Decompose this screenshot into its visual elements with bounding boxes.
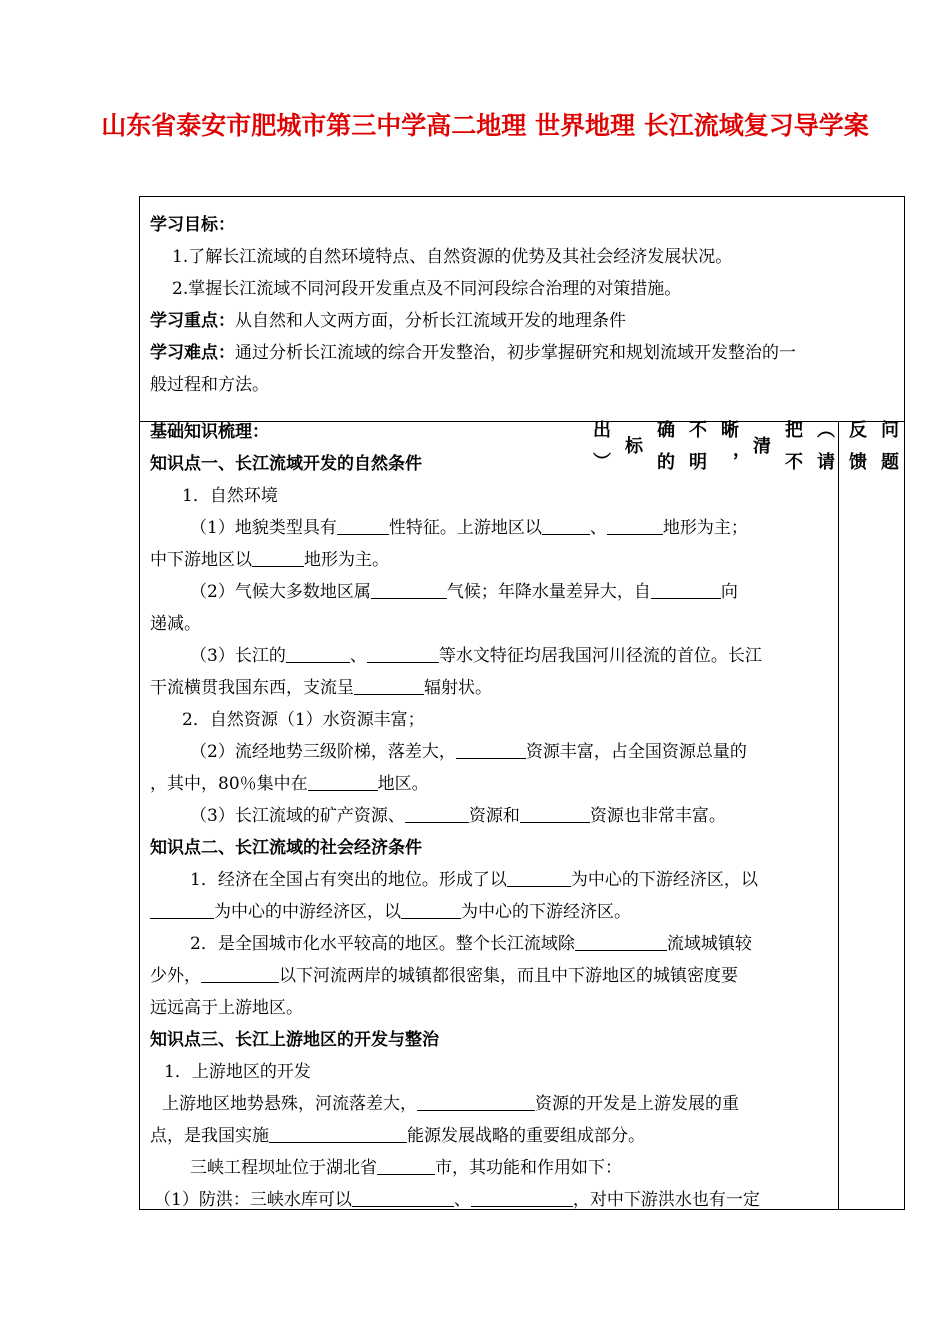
fill-blank xyxy=(607,514,663,535)
page-title: 山东省泰安市肥城市第三中学高二地理 世界地理 长江流域复习导学案 xyxy=(101,111,869,140)
fill-blank xyxy=(542,514,590,535)
text: 性特征。上游地区以 xyxy=(388,518,542,538)
text: 资源的开发是上游发展的重 xyxy=(535,1094,739,1114)
text: 、 xyxy=(589,518,607,538)
text: 干流横贯我国东西，支流呈 xyxy=(150,678,354,698)
text: 辐射状。 xyxy=(424,678,492,698)
hydropower-line-2 xyxy=(150,768,830,800)
fill-blank xyxy=(252,546,304,567)
landform-line xyxy=(150,512,830,544)
difficulty-line-2: 般过程和方法。 xyxy=(150,375,269,395)
focus-line xyxy=(150,305,896,337)
text: 三峡工程坝址位于湖北省 xyxy=(190,1158,377,1178)
fill-blank xyxy=(352,1186,454,1207)
objectives-heading: 学习目标： xyxy=(150,215,235,235)
text: （3）长江的 xyxy=(190,646,286,666)
climate-line xyxy=(150,576,830,608)
fill-blank xyxy=(201,962,279,983)
hydrology-line xyxy=(150,640,830,672)
upstream-heading: 1．上游地区的开发 xyxy=(164,1062,311,1082)
text: ，其中，80％集中在 xyxy=(150,774,308,794)
objective-1: 1.了解长江流域的自然环境特点、自然资源的优势及其社会经济发展状况。 xyxy=(172,247,733,267)
hydropower-line xyxy=(150,736,830,768)
economy-line-2 xyxy=(150,896,830,928)
fill-blank xyxy=(367,642,439,663)
text: 能源发展战略的重要组成部分。 xyxy=(407,1126,645,1146)
text: 、 xyxy=(349,646,367,666)
fill-blank xyxy=(575,930,667,951)
text: （3）长江流域的矿产资源、 xyxy=(190,806,405,826)
text: 为中心的下游经济区，以 xyxy=(570,870,758,890)
flood-control-line xyxy=(150,1184,830,1216)
text: （1）地貌类型具有 xyxy=(190,518,337,538)
fill-blank xyxy=(286,642,350,663)
fill-blank xyxy=(269,1122,407,1143)
knowledge-heading: 基础知识梳理： xyxy=(150,422,269,442)
text: 2．是全国城市化水平较高的地区。整个长江流域除 xyxy=(190,934,575,954)
text: （2）气候大多数地区属 xyxy=(190,582,371,602)
text: 向 xyxy=(720,582,738,602)
text: 地区。 xyxy=(377,774,429,794)
text: 气候；年降水量差异大，自 xyxy=(446,582,651,602)
text: 资源丰富，占全国资源总量的 xyxy=(525,742,747,762)
section-3-title: 知识点三、长江上游地区的开发与整治 xyxy=(150,1030,439,1050)
section-2-title: 知识点二、长江流域的社会经济条件 xyxy=(150,838,422,858)
fill-blank xyxy=(520,802,590,823)
text: 地形为主； xyxy=(662,518,748,538)
text: 为中心的中游经济区，以 xyxy=(214,902,401,922)
natural-env-heading: 1．自然环境 xyxy=(182,486,278,506)
objective-2: 2.掌握长江流域不同河段开发重点及不同河段综合治理的对策措施。 xyxy=(172,279,682,299)
upstream-line-2 xyxy=(150,1120,830,1152)
urbanization-line-2 xyxy=(150,960,830,992)
text: 少外， xyxy=(150,966,201,986)
fill-blank xyxy=(377,1154,435,1175)
focus-label: 学习重点： xyxy=(150,311,235,331)
knowledge-box xyxy=(139,421,839,1210)
text: 市，其功能和作用如下： xyxy=(435,1158,622,1178)
text: 资源也非常丰富。 xyxy=(589,806,726,826)
economy-line xyxy=(150,864,830,896)
landform-line-2 xyxy=(150,544,830,576)
fill-blank xyxy=(150,898,214,919)
text: 上游地区地势悬殊，河流落差大， xyxy=(162,1094,417,1114)
urbanization-line-3: 远远高于上游地区。 xyxy=(150,998,303,1018)
fill-blank xyxy=(308,770,378,791)
urbanization-line xyxy=(150,928,830,960)
section-1-title: 知识点一、长江流域开发的自然条件 xyxy=(150,454,422,474)
fill-blank xyxy=(337,514,389,535)
fill-blank xyxy=(401,898,461,919)
text: 地形为主。 xyxy=(304,550,389,570)
difficulty-label: 学习难点： xyxy=(150,343,235,363)
text: 流域城镇较 xyxy=(666,934,752,954)
fill-blank xyxy=(354,674,424,695)
difficulty-text: 通过分析长江流域的综合开发整治，初步掌握研究和规划流域开发整治的一 xyxy=(235,343,796,363)
text: （1）防洪：三峡水库可以 xyxy=(154,1190,352,1210)
fill-blank xyxy=(651,578,721,599)
resources-line: 2．自然资源（1）水资源丰富； xyxy=(182,710,425,730)
text: 、 xyxy=(453,1190,471,1210)
text: 等水文特征均居我国河川径流的首位。长江 xyxy=(438,646,762,666)
text: 点，是我国实施 xyxy=(150,1126,269,1146)
three-gorges-line xyxy=(150,1152,830,1184)
fill-blank xyxy=(456,738,526,759)
text: 为中心的下游经济区。 xyxy=(461,902,631,922)
focus-text: 从自然和人文两方面，分析长江流域开发的地理条件 xyxy=(235,311,626,331)
objectives-box xyxy=(139,196,905,422)
text: 1．经济在全国占有突出的地位。形成了以 xyxy=(190,870,507,890)
text: 资源和 xyxy=(468,806,520,826)
text: ，对中下游洪水也有一定 xyxy=(572,1190,760,1210)
fill-blank xyxy=(417,1090,535,1111)
difficulty-line xyxy=(150,337,896,369)
fill-blank xyxy=(507,866,571,887)
minerals-line xyxy=(150,800,830,832)
upstream-line xyxy=(150,1088,830,1120)
text: （2）流经地势三级阶梯，落差大， xyxy=(190,742,456,762)
fill-blank xyxy=(405,802,469,823)
text: 中下游地区以 xyxy=(150,550,252,570)
hydrology-line-2 xyxy=(150,672,830,704)
text: 以下河流两岸的城镇都很密集，而且中下游地区的城镇密度要 xyxy=(279,966,738,986)
fill-blank xyxy=(471,1186,573,1207)
climate-line-2: 递减。 xyxy=(150,614,201,634)
feedback-note: 问题反馈（请把不清晰，不明确的标出） xyxy=(590,420,899,484)
fill-blank xyxy=(371,578,447,599)
